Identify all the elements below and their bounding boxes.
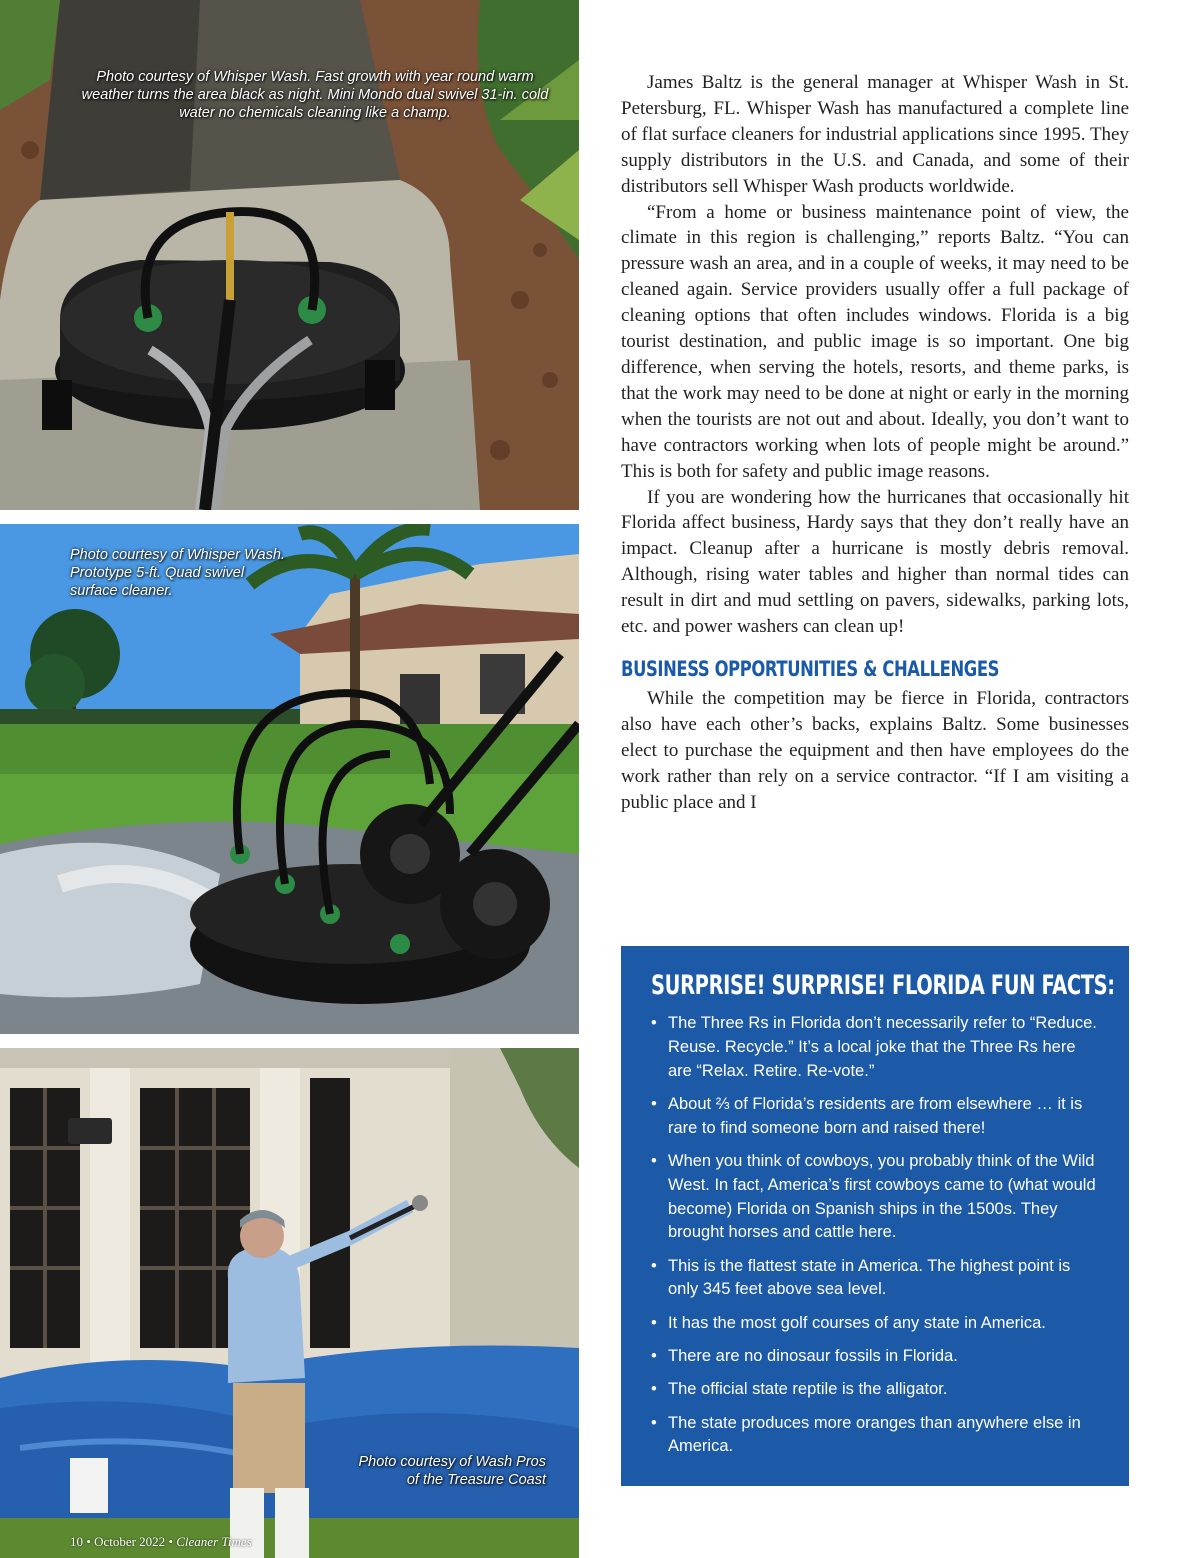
page-number: 10 <box>70 1534 83 1549</box>
photo-caption: Photo courtesy of Whisper Wash. Prototype 5-ft. Quad swivel surface cleaner. <box>70 547 285 599</box>
list-item: • This is the flattest state in America. The highest point is only 345 feet above sea level. <box>651 1255 1099 1303</box>
list-item: • It has the most golf courses of any state in America. <box>651 1312 1099 1336</box>
article-body <box>621 70 1129 815</box>
caption-line: of the Treasure Coast <box>406 1472 546 1488</box>
article-paragraph: If you are wondering how the hurricanes that occasionally hit Florida affect business, Hardy says that they don’t really have an impact. Cleanup after a hurricane is mostly debris removal. Although, rising water tables and higher than normal tides can result in dirt and mud settling on pavers, sidewalks, parking lots, etc. and power washers can clean up! <box>621 486 1129 638</box>
list-item: • The Three Rs in Florida don’t necessarily refer to “Reduce. Reuse. Recycle.” It’s a local joke that the Three Rs here are “Relax. Retire. Re-vote.” <box>651 1012 1099 1083</box>
magazine-name: Cleaner Times <box>176 1534 252 1549</box>
folio-separator: • <box>168 1534 173 1549</box>
article-paragraph: “From a home or business maintenance point of view, the climate in this region is challenging,” reports Baltz. “You can pressure wash an area, and in a couple of weeks, it may need to be cleaned again. Service providers usually offer a full package of cleaning options that often includes windows. Florida is a big tourist destination, and public image is so important. One big difference, when serving the hotels, resorts, and theme parks, is that the work may need to be done at night or early in the morning when the tourists are not out and about. Ideally, you don’t want to have contractors working when lots of people might be around.” This is both for safety and public image reasons. <box>621 201 1129 482</box>
list-item: • The official state reptile is the alligator. <box>651 1378 1099 1402</box>
list-item: • There are no dinosaur fossils in Florida. <box>651 1345 1099 1369</box>
folio-separator: • <box>86 1534 91 1549</box>
page-folio <box>70 1534 252 1550</box>
list-item: • About ⅔ of Florida’s residents are from elsewhere … it is rare to find someone born and raised there! <box>651 1093 1099 1141</box>
section-heading: BUSINESS OPPORTUNITIES & CHALLENGES <box>621 656 1000 681</box>
sidebar-title: SURPRISE! SURPRISE! FLORIDA FUN FACTS: <box>651 970 1115 1001</box>
list-item: • When you think of cowboys, you probably think of the Wild West. In fact, America’s first cowboys came to (what would become) Florida on Spanish ships in the 1500s. They brought horses and cattle here. <box>651 1150 1099 1245</box>
fun-facts-list <box>651 1012 1099 1459</box>
caption-line: Photo courtesy of Wash Pros <box>358 1454 546 1470</box>
photo-quad-swivel-cleaner <box>0 524 579 1034</box>
article-paragraph: James Baltz is the general manager at Whisper Wash in St. Petersburg, FL. Whisper Wash has manufactured a complete line of flat surface cleaners for industrial applications since 1995. They supply distributors in the U.S. and Canada, and some of their distributors sell Whisper Wash products worldwide. <box>621 72 1129 197</box>
article-paragraph: While the competition may be fierce in Florida, contractors also have each other’s backs, explains Baltz. Some businesses elect to purchase the equipment and then have employees do the work rather than rely on a service contractor. “If I am visiting a public place and I <box>621 687 1129 813</box>
list-item: • The state produces more oranges than anywhere else in America. <box>651 1412 1099 1460</box>
fun-facts-sidebar <box>621 946 1129 1486</box>
photo-caption <box>300 1453 546 1489</box>
issue-date: October 2022 <box>94 1534 166 1549</box>
photo-caption: Photo courtesy of Whisper Wash. Fast growth with year round warm weather turns the area black as night. Mini Mondo dual swivel 31-in. cold water no chemicals cleaning like a champ. <box>81 69 549 121</box>
